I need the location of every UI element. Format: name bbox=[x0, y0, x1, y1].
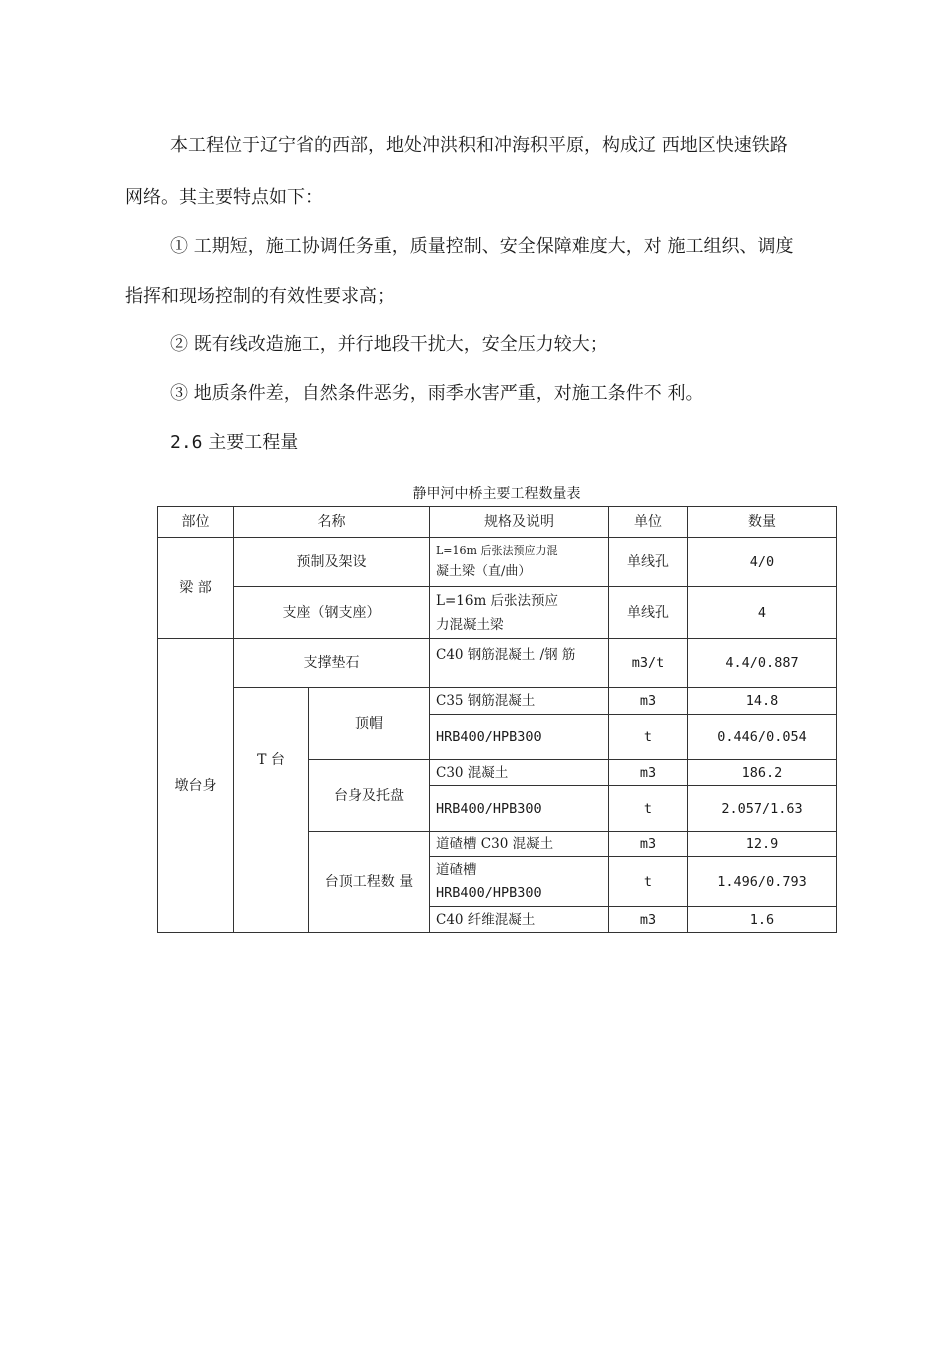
table-row bbox=[158, 538, 837, 587]
paragraph-intro-line1: 本工程位于辽宁省的西部，地处冲洪积和冲海积平原，构成辽 西地区快速铁路 bbox=[170, 135, 788, 156]
header-part: 部位 bbox=[158, 507, 234, 538]
header-name: 名称 bbox=[234, 507, 430, 538]
section-title: 主要工程量 bbox=[208, 432, 299, 453]
cell-spec-line2: 力混凝土梁 bbox=[436, 616, 504, 633]
cell-unit: m3 bbox=[609, 832, 688, 857]
cell-spec-line1: L=16m 后张法预应力混 bbox=[436, 544, 558, 557]
cell-qty: 14.8 bbox=[688, 688, 837, 715]
section-heading bbox=[170, 430, 298, 456]
cell-spec bbox=[430, 857, 609, 907]
cell-name: 支撑垫石 bbox=[234, 639, 430, 688]
t-abutment-label: T 台 bbox=[257, 752, 285, 768]
cell-spec-line2: 凝土梁（直/曲） bbox=[436, 564, 532, 579]
feature-item-1-line1: ① 工期短，施工协调任务重，质量控制、安全保障难度大，对 施工组织、调度 bbox=[170, 236, 794, 257]
cell-unit: 单线孔 bbox=[609, 587, 688, 639]
paragraph-intro-line2: 网络。其主要特点如下： bbox=[125, 187, 323, 208]
cell-unit: 单线孔 bbox=[609, 538, 688, 587]
cell-spec: 道碴槽 C30 混凝土 bbox=[430, 832, 609, 857]
table-row bbox=[158, 639, 837, 688]
cell-subname: 台顶工程数 量 bbox=[309, 832, 430, 933]
cell-unit: m3 bbox=[609, 907, 688, 933]
header-unit: 单位 bbox=[609, 507, 688, 538]
cell-unit: t bbox=[609, 715, 688, 760]
section-number: 2.6 bbox=[170, 432, 203, 453]
cell-unit: t bbox=[609, 786, 688, 832]
cell-spec: HRB400/HPB300 bbox=[430, 786, 609, 832]
cell-part-beam: 梁 部 bbox=[158, 538, 234, 639]
header-qty: 数量 bbox=[688, 507, 837, 538]
feature-item-2: ② 既有线改造施工，并行地段干扰大，安全压力较大； bbox=[170, 334, 608, 355]
table-row bbox=[158, 688, 837, 715]
cell-qty: 4.4/0.887 bbox=[688, 639, 837, 688]
cell-part-pier: 墩台身 bbox=[158, 639, 234, 933]
cell-spec bbox=[430, 538, 609, 587]
cell-spec-line1: L=16m 后张法预应 bbox=[436, 592, 559, 609]
cell-spec: C40 钢筋混凝土 /钢 筋 bbox=[430, 639, 609, 688]
cell-qty: 2.057/1.63 bbox=[688, 786, 837, 832]
cell-qty: 1.6 bbox=[688, 907, 837, 933]
cell-qty: 0.446/0.054 bbox=[688, 715, 837, 760]
feature-item-1-line2: 指挥和现场控制的有效性要求高； bbox=[125, 286, 395, 307]
cell-name: 支座（钢支座） bbox=[234, 587, 430, 639]
cell-name: 预制及架设 bbox=[234, 538, 430, 587]
cell-qty: 12.9 bbox=[688, 832, 837, 857]
cell-qty: 1.496/0.793 bbox=[688, 857, 837, 907]
cell-subname: 顶帽 bbox=[309, 688, 430, 760]
cell-spec: HRB400/HPB300 bbox=[430, 715, 609, 760]
cell-spec: C35 钢筋混凝土 bbox=[430, 688, 609, 715]
feature-item-3: ③ 地质条件差，自然条件恶劣，雨季水害严重，对施工条件不 利。 bbox=[170, 383, 704, 404]
cell-spec-line1: 道碴槽 bbox=[436, 861, 477, 878]
quantity-table bbox=[157, 506, 837, 933]
table-header-row bbox=[158, 507, 837, 538]
header-spec: 规格及说明 bbox=[430, 507, 609, 538]
cell-qty: 4 bbox=[688, 587, 837, 639]
cell-qty: 4/0 bbox=[688, 538, 837, 587]
cell-unit: m3 bbox=[609, 760, 688, 786]
table-caption: 静甲河中桥主要工程数量表 bbox=[412, 486, 581, 502]
cell-subname: 台身及托盘 bbox=[309, 760, 430, 832]
cell-spec: C30 混凝土 bbox=[430, 760, 609, 786]
cell-spec-line2: HRB400/HPB300 bbox=[436, 884, 542, 901]
table-row bbox=[158, 587, 837, 639]
cell-spec bbox=[430, 587, 609, 639]
cell-spec: C40 纤维混凝土 bbox=[430, 907, 609, 933]
cell-t-abutment bbox=[234, 688, 309, 933]
cell-unit: m3/t bbox=[609, 639, 688, 688]
cell-qty: 186.2 bbox=[688, 760, 837, 786]
cell-unit: t bbox=[609, 857, 688, 907]
cell-unit: m3 bbox=[609, 688, 688, 715]
